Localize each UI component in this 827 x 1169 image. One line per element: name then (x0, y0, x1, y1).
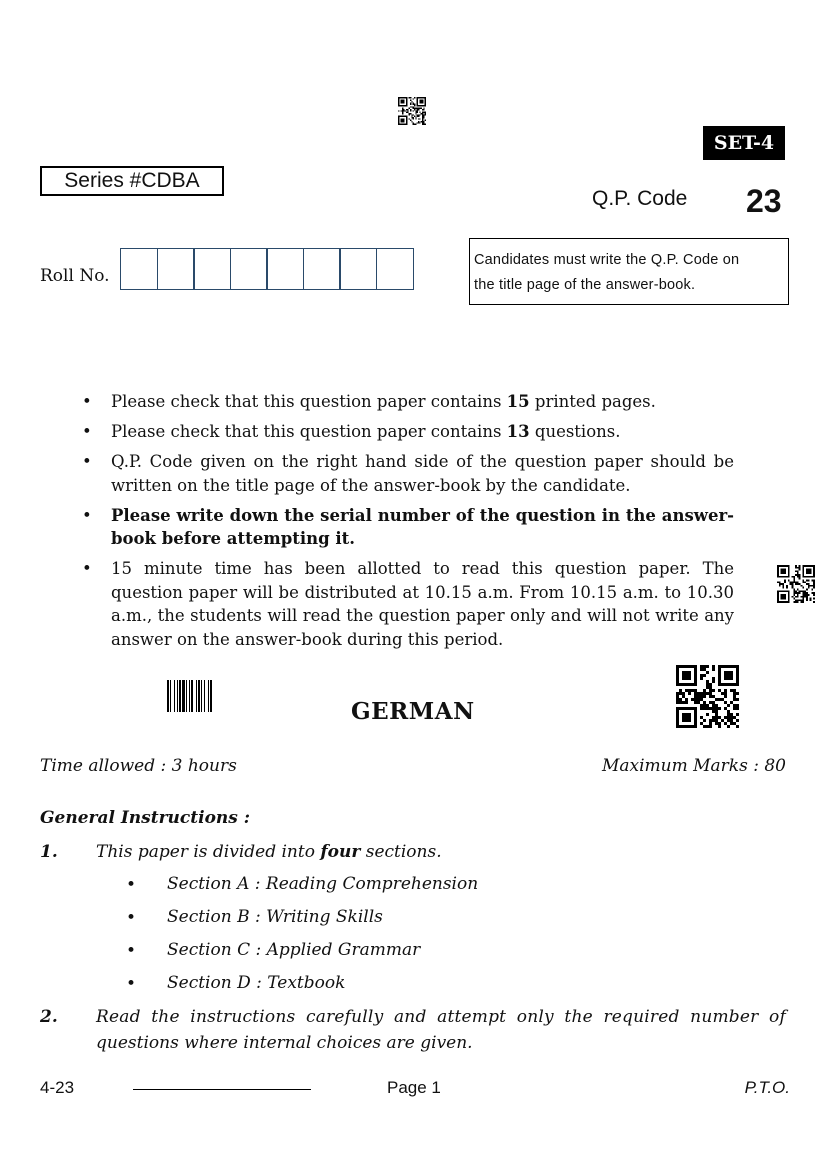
instruction-text: questions where internal choices are given. (96, 1033, 473, 1053)
qr-code-icon (676, 665, 739, 728)
note-text: questions. (529, 422, 621, 441)
maximum-marks: Maximum Marks : 80 (601, 756, 786, 776)
candidate-note-box (469, 238, 789, 305)
note-item (82, 450, 734, 497)
roll-number-digit-box[interactable] (376, 248, 414, 290)
bullet-icon: • (126, 974, 137, 994)
note-text: Q.P. Code given on the right hand side of the question paper should be written on the title page of the answer-book by the candidate. (111, 452, 734, 495)
note-item (82, 390, 734, 414)
note-question-count: 13 (506, 422, 530, 441)
note-text-bold: Please write down the serial number of the question in the answer-book before attempting it. (111, 505, 734, 548)
instruction-text (96, 842, 442, 862)
note-page-count: 15 (506, 392, 530, 411)
roll-number-label: Roll No. (40, 266, 110, 286)
set-badge: SET-4 (703, 126, 785, 160)
time-allowed: Time allowed : 3 hours (40, 756, 237, 776)
instruction-text-part: This paper is divided into (96, 842, 321, 862)
bullet-icon: • (82, 392, 92, 411)
barcode-icon (167, 680, 233, 712)
instruction-text: Read the instructions carefully and attempt only the required number of (96, 1007, 786, 1027)
section-item: Section C : Applied Grammar (167, 940, 421, 960)
footer-page-number: Page 1 (387, 1078, 441, 1097)
footer-code: 4-23 (40, 1078, 75, 1097)
note-item (82, 420, 734, 444)
instruction-section-count: four (320, 842, 361, 862)
candidate-note-line: the title page of the answer-book. (474, 277, 696, 293)
bullet-icon: • (126, 941, 137, 961)
bullet-icon: • (82, 452, 92, 471)
section-item: Section A : Reading Comprehension (167, 874, 479, 894)
qp-code-label: Q.P. Code (592, 187, 688, 210)
roll-number-digit-box[interactable] (230, 248, 268, 290)
qp-code-value: 23 (746, 183, 782, 219)
note-item (82, 557, 734, 651)
bullet-icon: • (82, 505, 92, 525)
bullet-icon: • (126, 875, 137, 895)
general-instructions-title: General Instructions : (40, 808, 251, 828)
qr-code-icon (398, 97, 426, 125)
candidate-note-line: Candidates must write the Q.P. Code on (474, 252, 740, 268)
note-text: printed pages. (529, 392, 656, 411)
roll-number-boxes[interactable] (120, 248, 412, 290)
roll-number-digit-box[interactable] (193, 248, 231, 290)
note-text: Please check that this question paper contains (111, 422, 507, 441)
footer-divider (133, 1089, 311, 1090)
note-item (82, 504, 734, 551)
roll-number-digit-box[interactable] (157, 248, 195, 290)
qr-code-icon (777, 565, 815, 603)
roll-number-digit-box[interactable] (303, 248, 341, 290)
bullet-icon: • (82, 422, 92, 441)
footer-pto: P.T.O. (744, 1078, 790, 1097)
instruction-text-part: sections. (360, 842, 442, 862)
note-text: Please check that this question paper contains (111, 392, 507, 411)
section-item: Section B : Writing Skills (167, 907, 383, 927)
instruction-number: 1. (40, 842, 58, 862)
series-label: Series #CDBA (40, 166, 224, 196)
note-text: 15 minute time has been allotted to read this question paper. The question paper will be distributed at 10.15 a.m. From 10.15 a.m. to 10.30 a.m., the students will read the question paper only and will not write any answer on the answer-book during this period. (111, 559, 734, 649)
preliminary-notes (82, 390, 734, 658)
roll-number-digit-box[interactable] (266, 248, 304, 290)
bullet-icon: • (82, 559, 92, 578)
instruction-number: 2. (40, 1007, 58, 1027)
section-item: Section D : Textbook (167, 973, 346, 993)
roll-number-digit-box[interactable] (120, 248, 158, 290)
subject-title: GERMAN (351, 698, 475, 725)
bullet-icon: • (126, 908, 137, 928)
roll-number-digit-box[interactable] (339, 248, 377, 290)
